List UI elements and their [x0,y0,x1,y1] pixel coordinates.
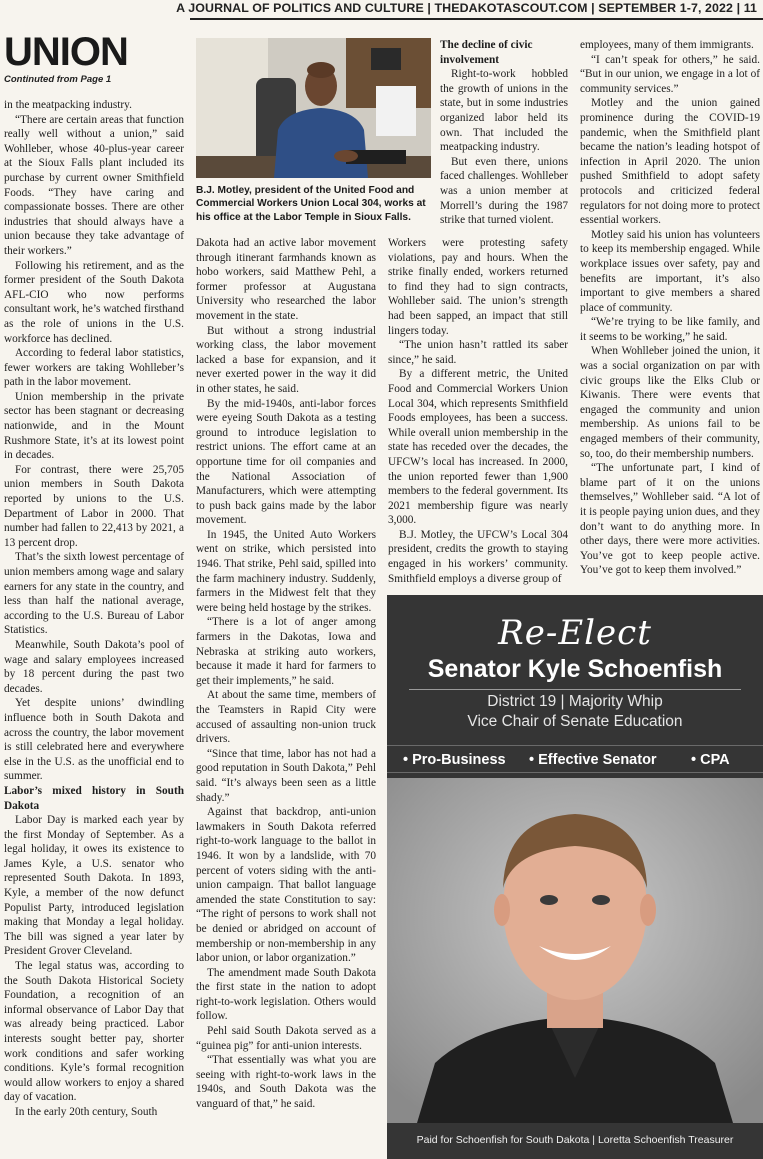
person-at-desk-photo-icon [196,38,431,178]
paragraph: When Wohlleber joined the union, it was a social organization on par with civic groups like the Elks Club or Kiwanis. There were events that engaged the community and union membership. As unions fail to be engaged members of their community, so, too, do their membership numbers. [580,345,760,460]
paragraph: Workers were protesting safety violations, pay and hours. When the strike finally ended, workers returned to find they had to sign contracts, Wohlleber said. The union’s strength had been sapped, an impact that still lingers today. [388,237,568,337]
issue-date: SEPTEMBER 1-7, 2022 [598,1,734,15]
paragraph: Dakota had an active labor movement through itinerant farmhands known as hobo workers, said Matthew Pehl, a former professor at Augustana University who researched the labor movement in the state. [196,237,376,322]
page-number: 11 [743,1,757,15]
paragraph: But without a strong industrial working class, the labor movement lacked a base for expansion, and it never exerted power in the way it did in other states, he said. [196,324,376,395]
ad-bullet-label: Pro-Business [412,752,506,768]
political-ad [387,595,763,1159]
ad-disclaimer: Paid for Schoenfish for South Dakota | Loretta Schoenfish Treasurer [416,1134,734,1146]
paragraph: The legal status was, according to the South Dakota Historical Society Foundation, a recognition of an informal observance of Labor Day that was already being practiced. Labor interests sought better pay, shorter work conditions and safer working conditions. Kyle’s formal recognition would allow workers to enjoy a shared day of vacation. [4,960,184,1104]
article-column-3-top [440,38,568,228]
paragraph: In the early 20th century, South [15,1105,158,1118]
publication-tagline: A JOURNAL OF POLITICS AND CULTURE [176,1,424,15]
paragraph: Following his retirement, and as the former president of the South Dakota AFL-CIO who now performs consultant work, he’s watched firsthand as the role of unions in the U.S. workforce has declined. [4,259,184,345]
ad-candidate-name: Senator Kyle Schoenfish [427,655,723,683]
paragraph: By a different metric, the United Food and Commercial Workers Union Local 304, which represents Smithfield Foods employees, has been a success. While overall union membership in the state has receded over the decades, the UFCW’s local has increased. In 2000, the union reported fewer than 1,900 members to the federal government. Its 2021 membership figure was nearly 3,000. [388,368,568,527]
paragraph: But even there, unions faced challenges. Wohlleber was a union member at Morrell’s during the 1987 strike that turned violent. [440,155,568,227]
paragraph: Motley and the union gained prominence during the COVID-19 pandemic, when the Smithfield plant became the nation’s leading hotspot of infection in April 2020. The union pushed Smithfield to adopt safety protocols and criticized federal regulators for not doing more to protect essential workers. [580,97,760,227]
ad-divider [409,689,741,690]
subhead-labor-history: Labor’s mixed history in South Dakota [4,784,184,812]
paragraph: Meanwhile, South Dakota’s pool of wage and salary employees increased by 18 percent during the past two decades. [4,638,184,695]
paragraph: “We’re trying to be like family, and it seems to be working,” he said. [580,316,760,343]
paragraph: Pehl said South Dakota served as a “guinea pig” for anti-union interests. [196,1025,376,1052]
ad-bullet-item [529,752,657,768]
bullet-icon: • [529,752,535,768]
paragraph: For contrast, there were 25,705 union members in South Dakota reported by unions to the U.S. Department of Labor in 2000. That number had fallen to 22,413 by 2021, a 13 percent drop. [4,463,184,549]
candidate-portrait-photo-icon [387,778,763,1123]
article-column-1 [4,98,184,1120]
paragraph: Motley said his union has volunteers to keep its membership engaged. While workplace issues over safety, pay and benefits are important, it’s also important to give members a shared place of community. [580,228,760,314]
header-separator: | [427,1,431,15]
candidate-portrait [387,778,763,1123]
paragraph: That’s the sixth lowest percentage of union members among wage and salary earners for any state in the country, and less than half the national average, according to the U.S. Bureau of Labor Statistics. [4,551,184,637]
paragraph: In 1945, the United Auto Workers went on strike, which persisted into 1946. That strike, Pehl said, spilled into the farm machinery industry. Suddenly, farmers in the Midwest felt that they were being held hostage by the strikes. [196,528,376,614]
site-url[interactable]: THEDAKOTASCOUT.COM [434,1,588,15]
article-column-4 [580,38,760,578]
paragraph: The amendment made South Dakota the first state in the nation to adopt right-to-work legislation. Others would follow. [196,966,376,1023]
paragraph: “The union hasn’t rattled its saber since,” he said. [388,339,568,366]
article-column-2 [196,236,376,1112]
header-separator: | [736,1,741,15]
ad-bullet-label: Effective Senator [538,752,657,768]
bullet-icon: • [691,752,697,768]
bullet-icon: • [403,752,409,768]
paragraph: “Since that time, labor has not had a good reputation in South Dakota,” Pehl said. “It’s always been seen as a little shady.” [196,747,376,804]
header-rule [190,18,763,20]
article-column-3 [388,236,568,586]
paragraph: Yet despite unions’ dwindling influence both in South Dakota and across the country, the labor movement is still celebrated here and everywhere else in the U.S. as the unofficial end to summer. [4,697,184,783]
ad-district-line: District 19 | Majority Whip [487,693,663,710]
paragraph: At about the same time, members of the Teamsters in Rapid City were accused of assaulting non-union truck drivers. [196,689,376,746]
paragraph: “There are certain areas that function really well without a union,” said Wohlleber, whose 40-plus-year career at the Sioux Falls plant included its purchase by current owner Smithfield Foods. “They have caring and compassionate bosses. There are other industries that should always have a union because they take advantage of their workers.” [4,113,184,257]
article-title: UNION [4,30,128,74]
ad-bullet-item [403,752,506,768]
paragraph: B.J. Motley, the UFCW’s Local 304 president, credits the growth to staying engaged in his workers’ community. Smithfield employs a diverse group of [388,528,568,585]
paragraph: According to federal labor statistics, fewer workers are taking Wohlleber’s path in the labor movement. [4,347,184,389]
page-header [0,0,763,20]
continued-from-label: Continuted from Page 1 [4,74,112,85]
motley-photo [196,38,431,178]
header-separator: | [591,1,595,15]
paragraph: “The unfortunate part, I kind of blame part of it on the unions themselves,” Wohlleber said. “A lot of it is people paying union dues, and they don’t want to do anything more. In other days, there were more activities. You’ve got to keep people active. You’ve got to keep them involved.” [580,462,760,577]
header-line [176,1,757,15]
paragraph: Union membership in the private sector has been stagnant or decreasing nationwide, and in the Mount Rushmore State, it’s at its lowest point in decades. [4,390,184,462]
ad-headline: Re-Elect [498,613,652,653]
ad-role-line: Vice Chair of Senate Education [467,713,683,730]
paragraph: Right-to-work hobbled the growth of unions in the state, but in some industries organized labor held its own. That included the meatpacking industry. [440,68,568,154]
paragraph: Labor Day is marked each year by the first Monday of September. As a legal holiday, it owes its existence to James Kyle, a U.S. senator who represented South Dakota. In 1893, Kyle, a member of the now defunct Populist Party, introduced legislation making that Monday a legal holiday. The bill was signed a year later by President Grover Cleveland. [4,814,184,958]
paragraph: in the meatpacking industry. [4,99,132,111]
ad-bullet-item [691,752,730,768]
subhead-civic-decline: The decline of civic involvement [440,39,533,66]
ad-bullet-label: CPA [700,752,730,768]
photo-caption: B.J. Motley, president of the United Food and Commercial Workers Union Local 304, works at his office at the Labor Temple in Sioux Falls. [196,185,426,223]
paragraph: “That essentially was what you are seeing with right-to-work laws in the 1940s, and South Dakota was the vanguard of that,” he said. [196,1054,376,1111]
paragraph: By the mid-1940s, anti-labor forces were eyeing South Dakota as a testing ground to introduce legislation to restrict unions. The effort came at an opportune time for oil companies and the National Association of Manufacturers, which were attempting to push back gains made by the labor movement. [196,397,376,527]
paragraph: Against that backdrop, anti-union lawmakers in South Dakota referred right-to-work language to the ballot in 1946. It won by a landslide, with 70 percent of voters siding with the anti-union campaign. That ballot language amended the state Constitution to say: “The right of persons to work shall not be denied or abridged on account of membership or non-membership in any labor union, or labor organization.” [196,806,376,965]
paragraph: “I can’t speak for others,” he said. “But in our union, we engage in a lot of community services.” [580,53,760,95]
paragraph: employees, many of them immigrants. [580,39,754,51]
paragraph: “There is a lot of anger among farmers in the Dakotas, Iowa and Nebraska at striking auto workers, because it made it hard for farmers to get their implements,” he said. [196,616,376,687]
ad-bullet-bar [387,745,763,773]
